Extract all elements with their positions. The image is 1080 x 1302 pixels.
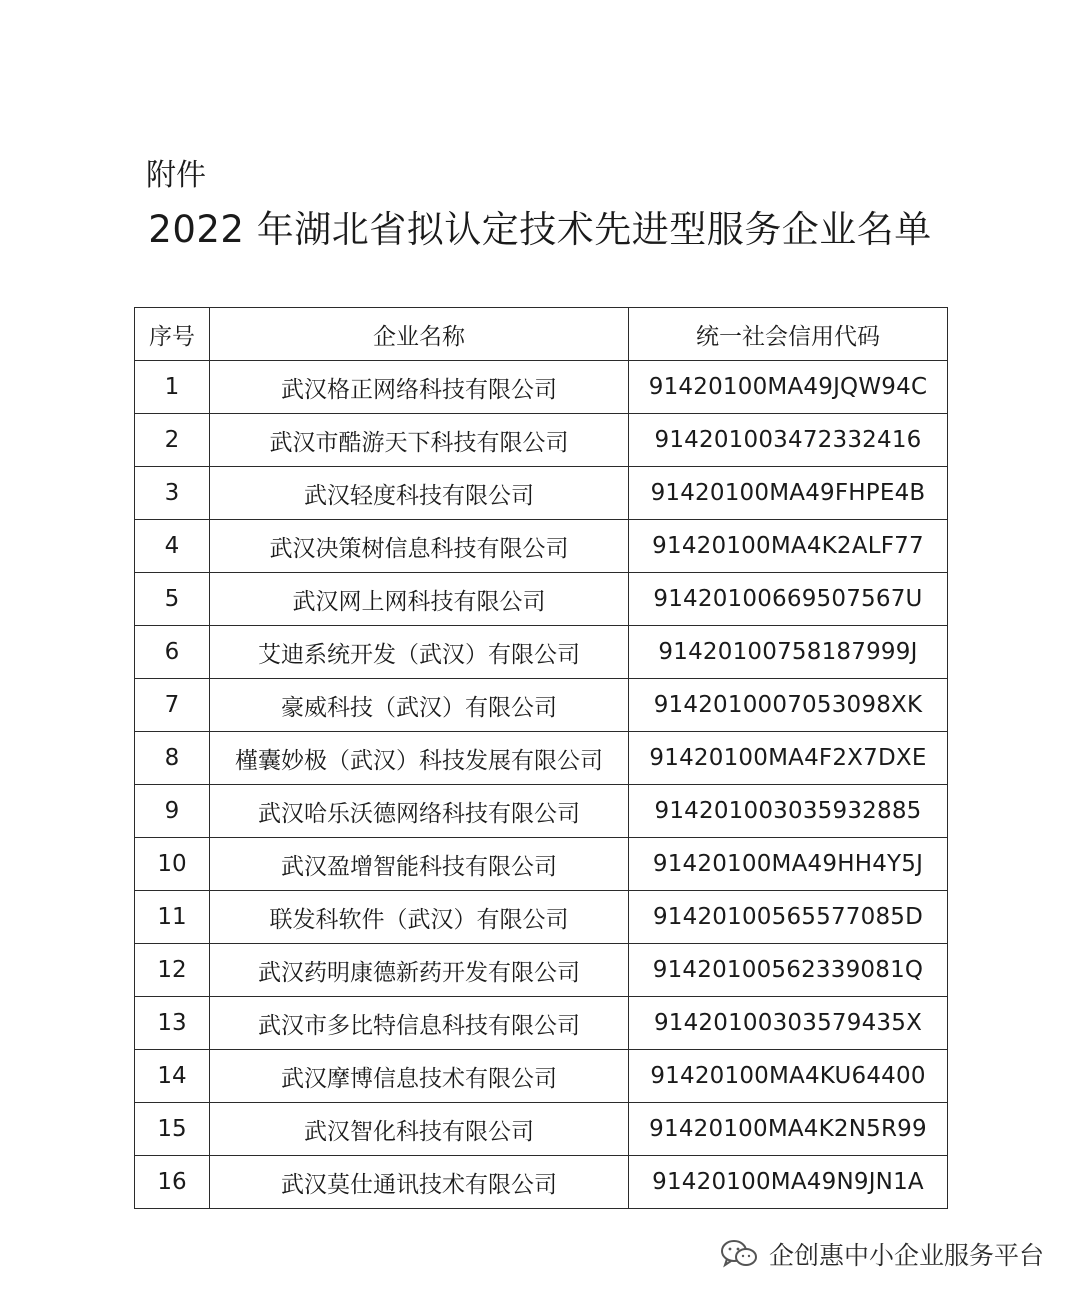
company-name: 武汉药明康德新药开发有限公司: [210, 944, 629, 997]
row-index: 14: [135, 1050, 210, 1103]
wechat-icon: [719, 1238, 759, 1270]
row-index: 3: [135, 467, 210, 520]
table-row: [135, 414, 948, 467]
row-index: 6: [135, 626, 210, 679]
company-name: 武汉市多比特信息科技有限公司: [210, 997, 629, 1050]
row-index: 12: [135, 944, 210, 997]
company-name: 武汉格正网络科技有限公司: [210, 361, 629, 414]
table-row: [135, 520, 948, 573]
table-row: [135, 361, 948, 414]
company-name: 武汉轻度科技有限公司: [210, 467, 629, 520]
credit-code: 914201003035932885: [629, 785, 948, 838]
table-row: [135, 838, 948, 891]
row-index: 13: [135, 997, 210, 1050]
company-name: 联发科软件（武汉）有限公司: [210, 891, 629, 944]
credit-code: 91420100758187999J: [629, 626, 948, 679]
credit-code: 914201003472332416: [629, 414, 948, 467]
company-name: 武汉决策树信息科技有限公司: [210, 520, 629, 573]
column-header-credit-code: 统一社会信用代码: [629, 308, 948, 361]
platform-watermark: [719, 1236, 1044, 1272]
table-row: [135, 1103, 948, 1156]
enterprise-list-table: [134, 307, 948, 1209]
credit-code: 91420100MA49FHPE4B: [629, 467, 948, 520]
row-index: 7: [135, 679, 210, 732]
document-title: 2022 年湖北省拟认定技术先进型服务企业名单: [148, 208, 932, 251]
credit-code: 91420100669507567U: [629, 573, 948, 626]
platform-name: 企创惠中小企业服务平台: [768, 1241, 1044, 1270]
table-row: [135, 573, 948, 626]
company-name: 武汉网上网科技有限公司: [210, 573, 629, 626]
company-name: 武汉莫仕通讯技术有限公司: [210, 1156, 629, 1209]
table-row: [135, 785, 948, 838]
credit-code: 91420100303579435X: [629, 997, 948, 1050]
table-row: [135, 626, 948, 679]
table-row: [135, 467, 948, 520]
table-row: [135, 1156, 948, 1209]
row-index: 8: [135, 732, 210, 785]
credit-code: 91420100MA4KU64400: [629, 1050, 948, 1103]
table-row: [135, 679, 948, 732]
credit-code: 91420100MA49HH4Y5J: [629, 838, 948, 891]
table-row: [135, 1050, 948, 1103]
attachment-label: 附件: [146, 158, 206, 193]
credit-code: 91420100MA49JQW94C: [629, 361, 948, 414]
company-name: 豪威科技（武汉）有限公司: [210, 679, 629, 732]
column-header-index: 序号: [135, 308, 210, 361]
credit-code: 91420100MA4K2ALF77: [629, 520, 948, 573]
company-name: 武汉市酷游天下科技有限公司: [210, 414, 629, 467]
row-index: 11: [135, 891, 210, 944]
credit-code: 91420100MA4F2X7DXE: [629, 732, 948, 785]
row-index: 15: [135, 1103, 210, 1156]
company-name: 武汉智化科技有限公司: [210, 1103, 629, 1156]
table-header-row: [135, 308, 948, 361]
table-row: [135, 944, 948, 997]
credit-code: 91420100MA4K2N5R99: [629, 1103, 948, 1156]
credit-code: 9142010007053098XK: [629, 679, 948, 732]
company-name: 武汉盈增智能科技有限公司: [210, 838, 629, 891]
company-name: 武汉哈乐沃德网络科技有限公司: [210, 785, 629, 838]
company-name: 槿囊妙极（武汉）科技发展有限公司: [210, 732, 629, 785]
row-index: 16: [135, 1156, 210, 1209]
row-index: 2: [135, 414, 210, 467]
company-name: 艾迪系统开发（武汉）有限公司: [210, 626, 629, 679]
company-name: 武汉摩博信息技术有限公司: [210, 1050, 629, 1103]
table-row: [135, 997, 948, 1050]
row-index: 9: [135, 785, 210, 838]
credit-code: 91420100565577085D: [629, 891, 948, 944]
credit-code: 91420100562339081Q: [629, 944, 948, 997]
column-header-company-name: 企业名称: [210, 308, 629, 361]
row-index: 4: [135, 520, 210, 573]
table-row: [135, 891, 948, 944]
row-index: 10: [135, 838, 210, 891]
credit-code: 91420100MA49N9JN1A: [629, 1156, 948, 1209]
row-index: 5: [135, 573, 210, 626]
table-row: [135, 732, 948, 785]
row-index: 1: [135, 361, 210, 414]
